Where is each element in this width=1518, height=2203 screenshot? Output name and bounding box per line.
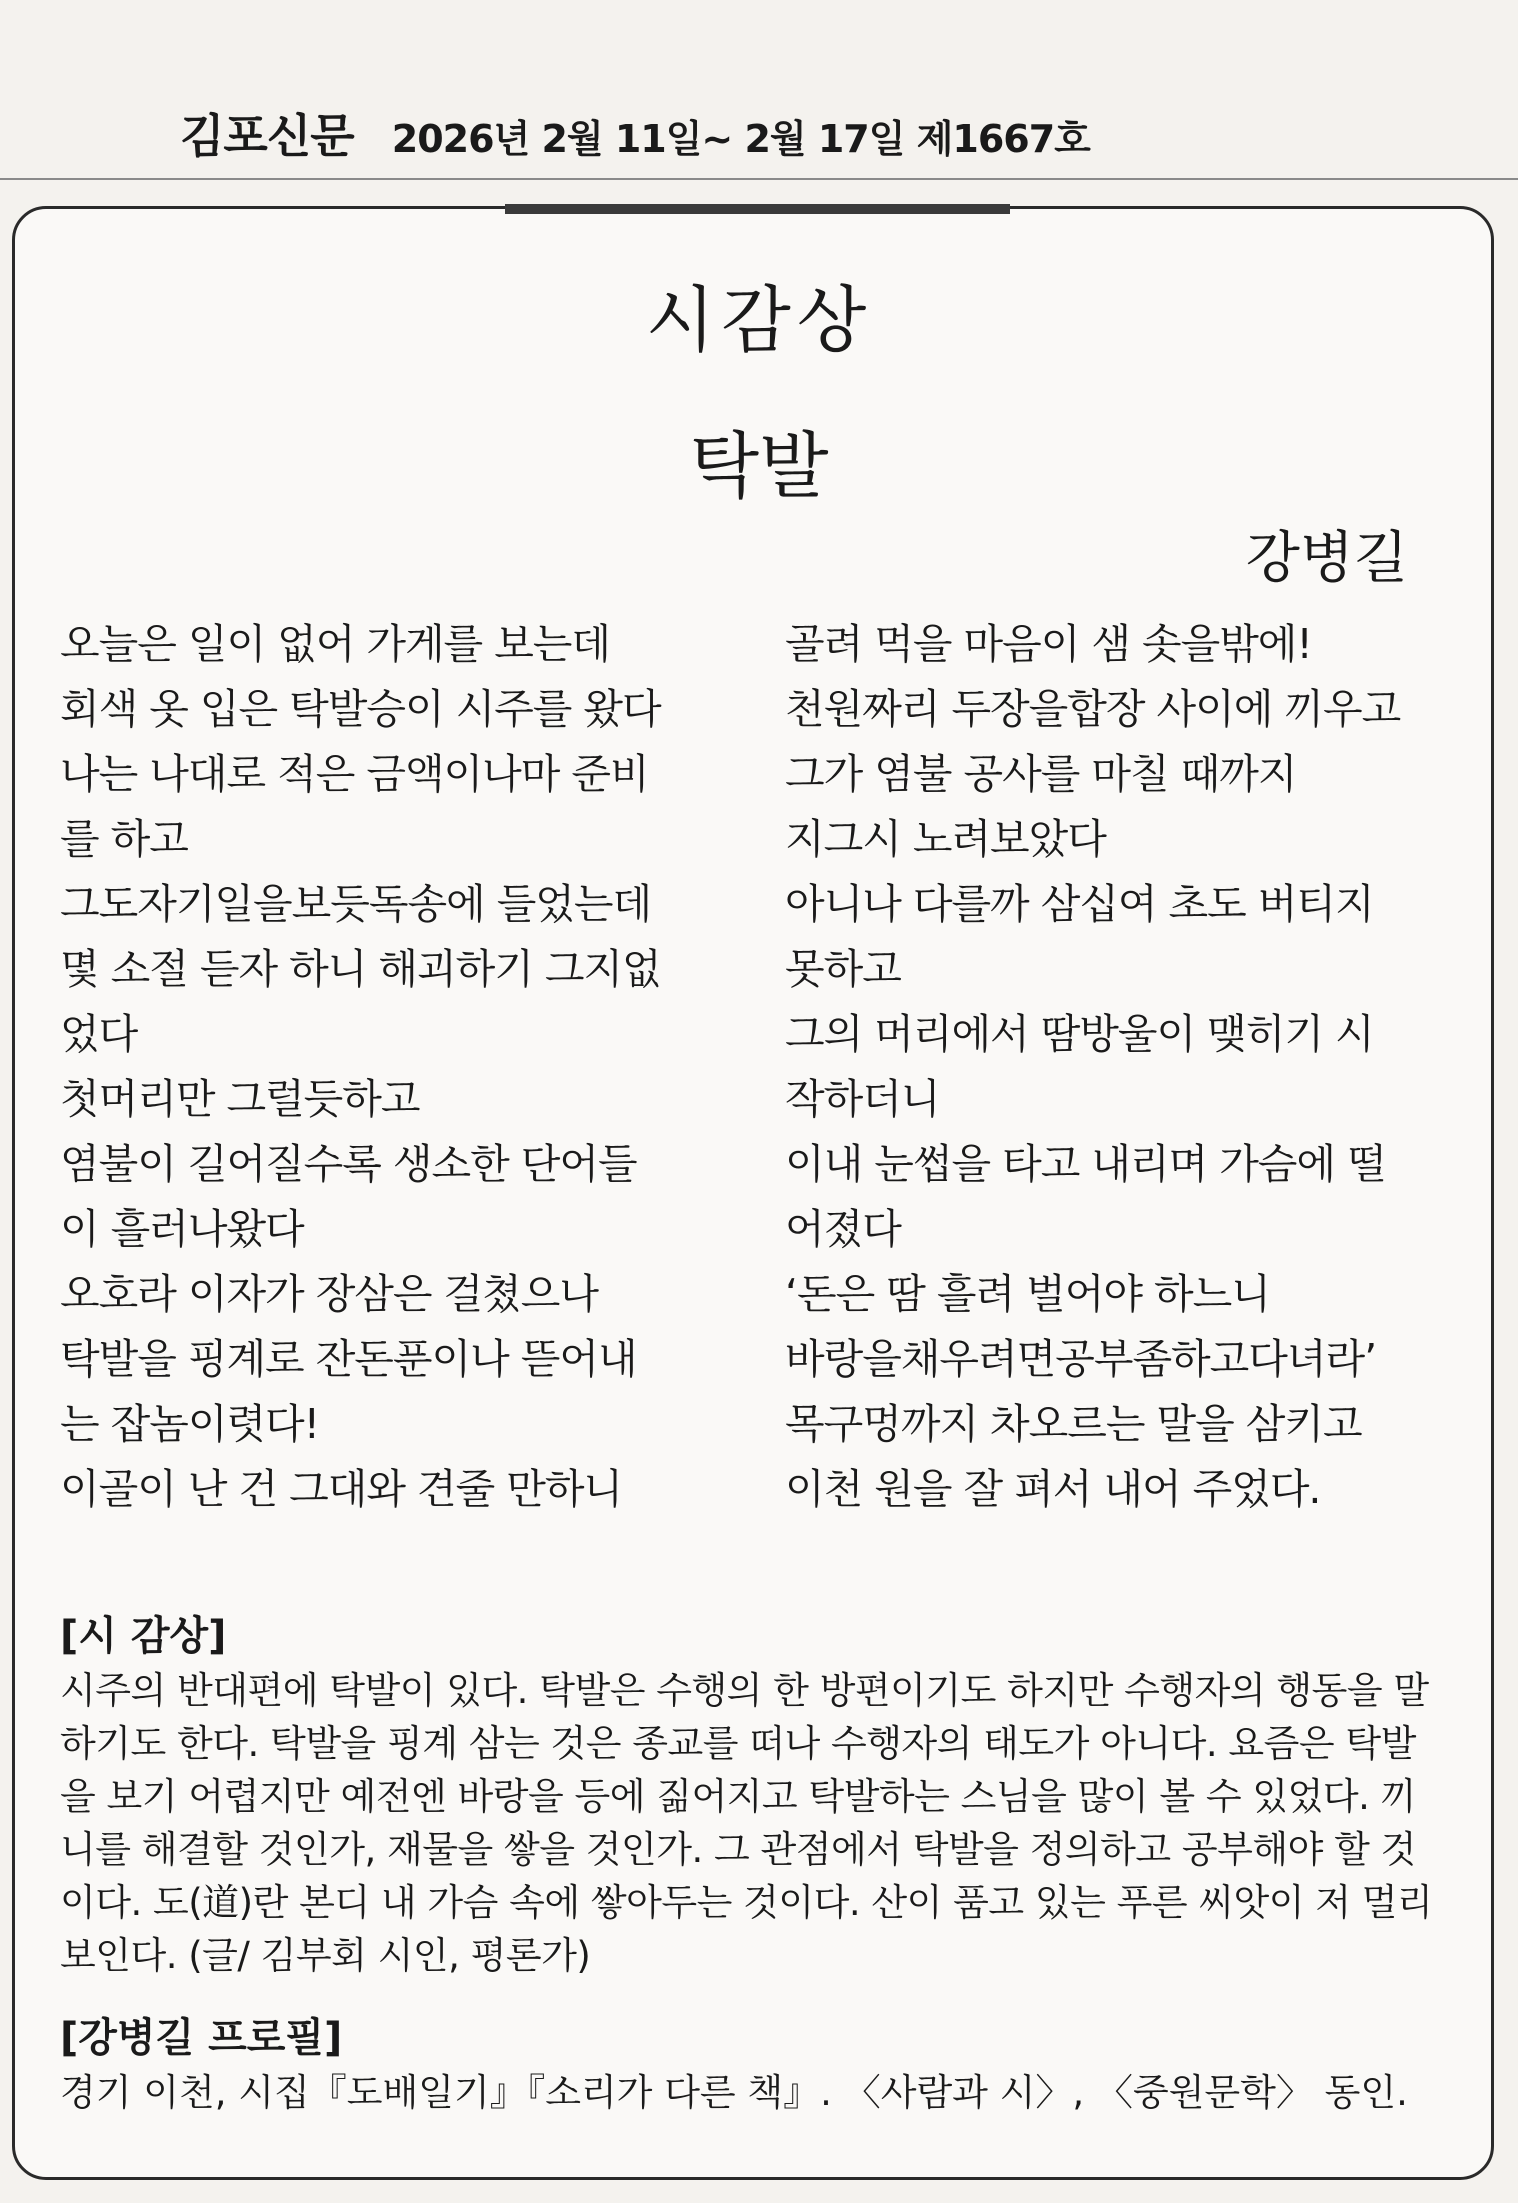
header-thick-rule bbox=[505, 204, 1010, 214]
poem-line: 탁발을 핑계로 잔돈푼이나 뜯어내 bbox=[60, 1335, 637, 1383]
poem-line: 이골이 난 건 그대와 견줄 만하니 bbox=[60, 1465, 623, 1513]
issue-date: 2026년 2월 11일~ 2월 17일 제1667호 bbox=[391, 117, 1090, 161]
poem-left-column bbox=[60, 612, 740, 1522]
poem-right-column bbox=[785, 612, 1465, 1522]
newspaper-name: 김포신문 bbox=[180, 109, 354, 163]
poem-line: 이천 원을 잘 펴서 내어 주었다. bbox=[785, 1465, 1321, 1513]
poem-line: 목구멍까지 차오르는 말을 삼키고 bbox=[785, 1400, 1362, 1448]
poem-line: 그도자기일을보듯독송에 들었는데 bbox=[60, 880, 652, 928]
poem-line: 이내 눈썹을 타고 내리며 가슴에 떨 bbox=[785, 1140, 1386, 1188]
poem-line: ‘돈은 땀 흘려 벌어야 하느니 bbox=[785, 1270, 1270, 1318]
commentary-line: 을 보기 어렵지만 예전엔 바랑을 등에 짊어지고 탁발하는 스님을 많이 볼 수 있었다. 끼 bbox=[60, 1775, 1416, 1818]
poem-line: 못하고 bbox=[785, 945, 901, 993]
profile-section bbox=[60, 2010, 1460, 2120]
poem-line: 었다 bbox=[60, 1010, 138, 1058]
poem-line: 염불이 길어질수록 생소한 단어들 bbox=[60, 1140, 637, 1188]
poem-line: 바랑을채우려면공부좀하고다녀라’ bbox=[785, 1335, 1377, 1383]
commentary-line: 보인다. (글/ 김부회 시인, 평론가) bbox=[60, 1934, 591, 1977]
poem-line: 작하더니 bbox=[785, 1075, 940, 1123]
profile-heading: [강병길 프로필] bbox=[60, 2015, 343, 2061]
poem-line: 천원짜리 두장을합장 사이에 끼우고 bbox=[785, 685, 1401, 733]
poem-line: 오늘은 일이 없어 가게를 보는데 bbox=[60, 620, 611, 668]
poem-line: 어졌다 bbox=[785, 1205, 901, 1253]
poem-line: 를 하고 bbox=[60, 815, 188, 863]
poem-line: 는 잡놈이렷다! bbox=[60, 1400, 320, 1448]
commentary-heading: [시 감상] bbox=[60, 1613, 227, 1659]
header-rule bbox=[0, 178, 1518, 180]
masthead bbox=[180, 100, 1090, 166]
poem-line: 이 흘러나왔다 bbox=[60, 1205, 304, 1253]
commentary-section bbox=[60, 1608, 1460, 1982]
poem-line: 오호라 이자가 장삼은 걸쳤으나 bbox=[60, 1270, 598, 1318]
commentary-line: 시주의 반대편에 탁발이 있다. 탁발은 수행의 한 방편이기도 하지만 수행자의 행동을 말 bbox=[60, 1669, 1429, 1712]
poem-line: 그가 염불 공사를 마칠 때까지 bbox=[785, 750, 1297, 798]
poem-line: 아니나 다를까 삼십여 초도 버티지 bbox=[785, 880, 1374, 928]
poem-line: 첫머리만 그럴듯하고 bbox=[60, 1075, 420, 1123]
poem-line: 몇 소절 듣자 하니 해괴하기 그지없 bbox=[60, 945, 661, 993]
poem-line: 나는 나대로 적은 금액이나마 준비 bbox=[60, 750, 649, 798]
section-title: 시감상 bbox=[645, 278, 873, 362]
commentary-line: 이다. 도(道)란 본디 내 가슴 속에 쌓아두는 것이다. 산이 품고 있는 푸른 씨앗이 저 멀리 bbox=[60, 1881, 1433, 1924]
poem-line: 그의 머리에서 땀방울이 맺히기 시 bbox=[785, 1010, 1374, 1058]
poem-author: 강병길 bbox=[1245, 526, 1408, 591]
poem-title: 탁발 bbox=[689, 424, 829, 508]
poem-line: 회색 옷 입은 탁발승이 시주를 왔다 bbox=[60, 685, 661, 733]
poem-line: 지그시 노려보았다 bbox=[785, 815, 1106, 863]
commentary-line: 니를 해결할 것인가, 재물을 쌓을 것인가. 그 관점에서 탁발을 정의하고 공부해야 할 것 bbox=[60, 1828, 1416, 1871]
poem-line: 골려 먹을 마음이 샘 솟을밖에! bbox=[785, 620, 1312, 668]
commentary-line: 하기도 한다. 탁발을 핑계 삼는 것은 종교를 떠나 수행자의 태도가 아니다. 요즘은 탁발 bbox=[60, 1722, 1416, 1765]
profile-body: 경기 이천, 시집『도배일기』『소리가 다른 책』. 〈사람과 시〉, 〈중원문학〉 동인. bbox=[60, 2071, 1408, 2114]
